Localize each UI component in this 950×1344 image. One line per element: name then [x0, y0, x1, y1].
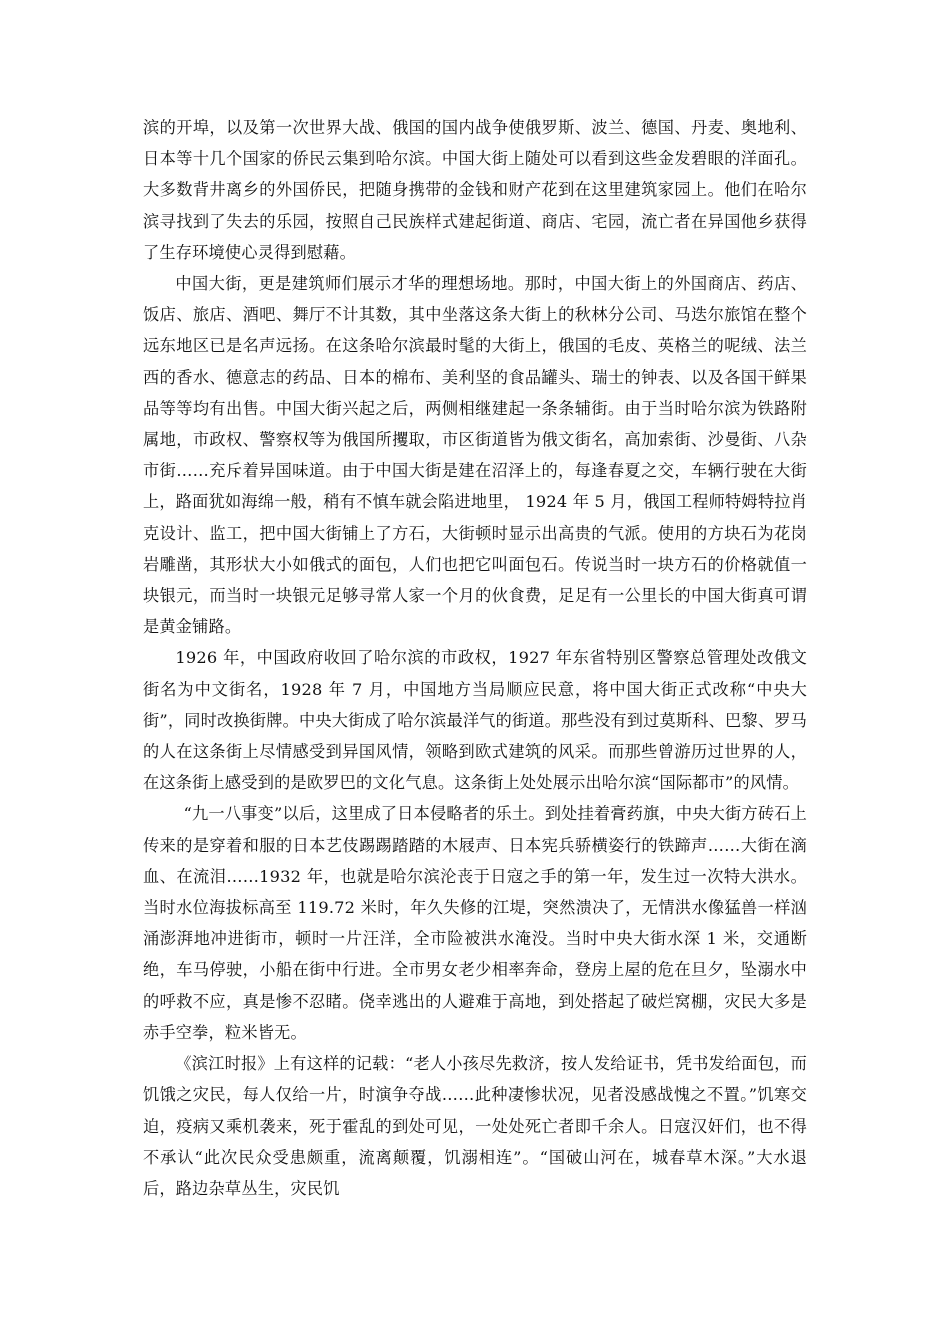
paragraph-renaming-central-street: 1926 年，中国政府收回了哈尔滨的市政权，1927 年东省特别区警察总管理处改俄文街名为中文街名，1928 年 7 月，中国地方当局顺应民意，将中国大街正式改称“中央大街”，同时改换街牌。中央大街成了哈尔滨最洋气的街道。那些没有到过莫斯科、巴黎、罗马的人在这条街上尽情感受到异国风情，领略到欧式建筑的风采。而那些曾游历过世界的人，在这条街上感受到的是欧罗巴的文化气息。这条街上处处展示出哈尔滨“国际都市”的风情。 — [143, 648, 807, 793]
paragraph-binjiang-times-record: 《滨江时报》上有这样的记载：“老人小孩尽先救济，按人发给证书，凭书发给面包，而饥饿之灾民，每人仅给一片，时演争夺战……此种凄惨状况，见者没感战愧之不置。”饥寒交迫，疫病又乘机袭来，死于霍乱的到处可见，一处处死亡者即千余人。日寇汉奸们，也不得不承认“此次民众受患颇重，流离颠覆，饥溺相连”。“国破山河在，城春草木深。”大水退后，路边杂草丛生，灾民饥 — [143, 1054, 807, 1198]
paragraph-9-18-incident-flood: “九一八事变”以后，这里成了日本侵略者的乐土。到处挂着膏药旗，中央大街方砖石上传来的是穿着和服的日本艺伎踢踢踏踏的木屐声、日本宪兵骄横姿行的铁蹄声……大街在滴血、在流泪……1932 年，也就是哈尔滨沦丧于日寇之手的第一年，发生过一次特大洪水。当时水位海拔标高至 119.72 米时，年久失修的江堤，突然溃决了，无情洪水像猛兽一样汹涌澎湃地冲进街市，顿时一片汪洋，全市险被洪水淹没。当时中央大街水深 1 米，交通断绝，车马停驶，小船在街中行进。全市男女老少相率奔命，登房上屋的危在旦夕，坠溺水中的呼救不应，真是惨不忍睹。侥幸逃出的人避难于高地，到处搭起了破烂窝棚，灾民大多是赤手空拳，粒米皆无。 — [143, 804, 807, 1042]
paragraph-china-street-architecture: 中国大街，更是建筑师们展示才华的理想场地。那时，中国大街上的外国商店、药店、饭店、旅店、酒吧、舞厅不计其数，其中坐落这条大街上的秋林分公司、马迭尔旅馆在整个远东地区已是名声远扬。在这条哈尔滨最时髦的大街上，俄国的毛皮、英格兰的呢绒、法兰西的香水、德意志的药品、日本的棉布、美利坚的食品罐头、瑞士的钟表、以及各国干鲜果品等等均有出售。中国大街兴起之后，两侧相继建起一条条辅街。由于当时哈尔滨为铁路附属地，市政权、警察权等为俄国所攫取，市区街道皆为俄文街名，高加索街、沙曼街、八杂市街……充斥着异国味道。由于中国大街是建在沼泽上的，每逢春夏之交，车辆行驶在大街上，路面犹如海绵一般，稍有不慎车就会陷进地里， 1924 年 5 月，俄国工程师特姆特拉肖克设计、监工，把中国大街铺上了方石，大街顿时显示出高贵的气派。使用的方块石为花岗岩雕凿，其形状大小如俄式的面包，人们也把它叫面包石。传说当时一块方石的价格就值一块银元，而当时一块银元足够寻常人家一个月的伙食费，足足有一公里长的中国大街真可谓是黄金铺路。 — [143, 274, 807, 637]
paragraph-continuation: 滨的开埠，以及第一次世界大战、俄国的国内战争使俄罗斯、波兰、德国、丹麦、奥地利、日本等十几个国家的侨民云集到哈尔滨。中国大街上随处可以看到这些金发碧眼的洋面孔。大多数背井离乡的外国侨民，把随身携带的金钱和财产花到在这里建筑家园上。他们在哈尔滨寻找到了失去的乐园，按照自己民族样式建起街道、商店、宅园，流亡者在异国他乡获得了生存环境使心灵得到慰藉。 — [143, 118, 807, 262]
document-body — [143, 112, 807, 1204]
